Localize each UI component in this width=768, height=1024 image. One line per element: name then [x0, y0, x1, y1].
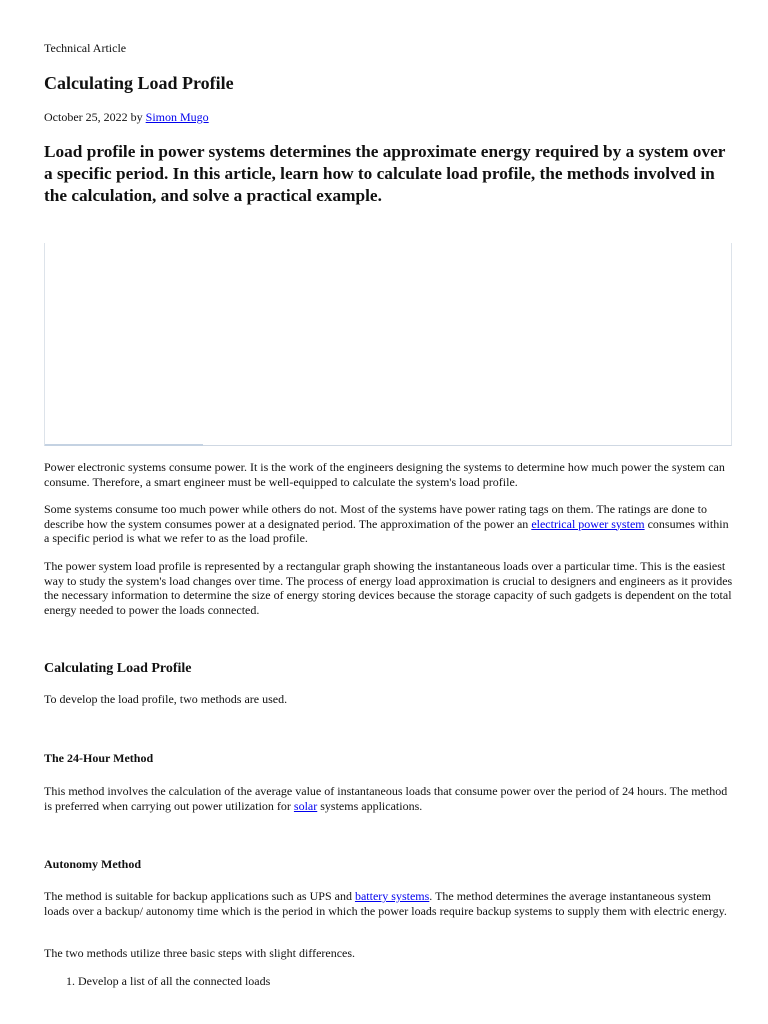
paragraph-load-profile: The power system load profile is represented by a rectangular graph showing the instantaneous loads over a particular time. This is the easiest way to study the system's load changes over time. The process of energy load approximation is crucial to designers and engineers as it provides the necessary information to determine the size of energy storing devices because the storage capacity of such gadgets is dependent on the total energy needed to power the loads connected. [44, 559, 733, 617]
article-category: Technical Article [44, 41, 127, 55]
article-date: October 25, 2022 [44, 110, 128, 124]
media-progress-bar [45, 444, 203, 446]
section-heading-24-hour: The 24-Hour Method [44, 751, 154, 765]
paragraph-ratings-text-end: consumes within a specific period is what we refer to as the load profile. [44, 516, 729, 545]
article-byline [44, 110, 209, 124]
steps-list [44, 974, 270, 988]
paragraph-ratings-text: Some systems consume too much power while others do not. Most of the systems have power rating tags on them. The ratings are done to describe how the system consumes power at a designated period. The approximation of the power an [44, 502, 707, 531]
electrical-power-system-link[interactable]: electrical power system [531, 516, 645, 531]
paragraph-autonomy [44, 889, 734, 918]
article-lede: Load profile in power systems determines the approximate energy required by a system over a specific period. In this article, learn how to calculate load profile, the methods involved in the calculation, and solve a practical example. [44, 142, 726, 205]
section-heading-autonomy: Autonomy Method [44, 857, 142, 871]
paragraph-steps-intro: The two methods utilize three basic steps with slight differences. [44, 946, 356, 960]
paragraph-autonomy-text-end: . The method determines the average instantaneous system loads over a backup/ autonomy time which is the period in which the power loads require backup systems to supply them with electric energy. [44, 889, 727, 918]
paragraph-ratings [44, 502, 734, 546]
byline-by: by [130, 110, 143, 124]
article-title: Calculating Load Profile [44, 73, 234, 93]
solar-link[interactable]: solar [293, 798, 318, 813]
list-item: 1. Develop a list of all the connected loads [78, 974, 270, 988]
section-heading-calculating: Calculating Load Profile [44, 661, 192, 676]
paragraph-autonomy-text: The method is suitable for backup applications such as UPS and [44, 889, 355, 903]
paragraph-24-hour [44, 784, 734, 813]
paragraph-methods-intro: To develop the load profile, two methods are used. [44, 692, 288, 706]
paragraph-intro: Power electronic systems consume power. It is the work of the engineers designing the systems to determine how much power the system can consume. Therefore, a smart engineer must be well-equipped to calculate the system's load profile. [44, 460, 725, 489]
paragraph-24-hour-text-end: systems applications. [317, 798, 423, 813]
paragraph-24-hour-text: This method involves the calculation of the average value of instantaneous loads that consume power over the period of 24 hours. The method is preferred when carrying out power utilization for [44, 784, 728, 813]
media-embed-frame[interactable] [44, 243, 732, 446]
author-link[interactable]: Simon Mugo [145, 110, 209, 124]
battery-systems-link[interactable]: battery systems [354, 889, 430, 903]
